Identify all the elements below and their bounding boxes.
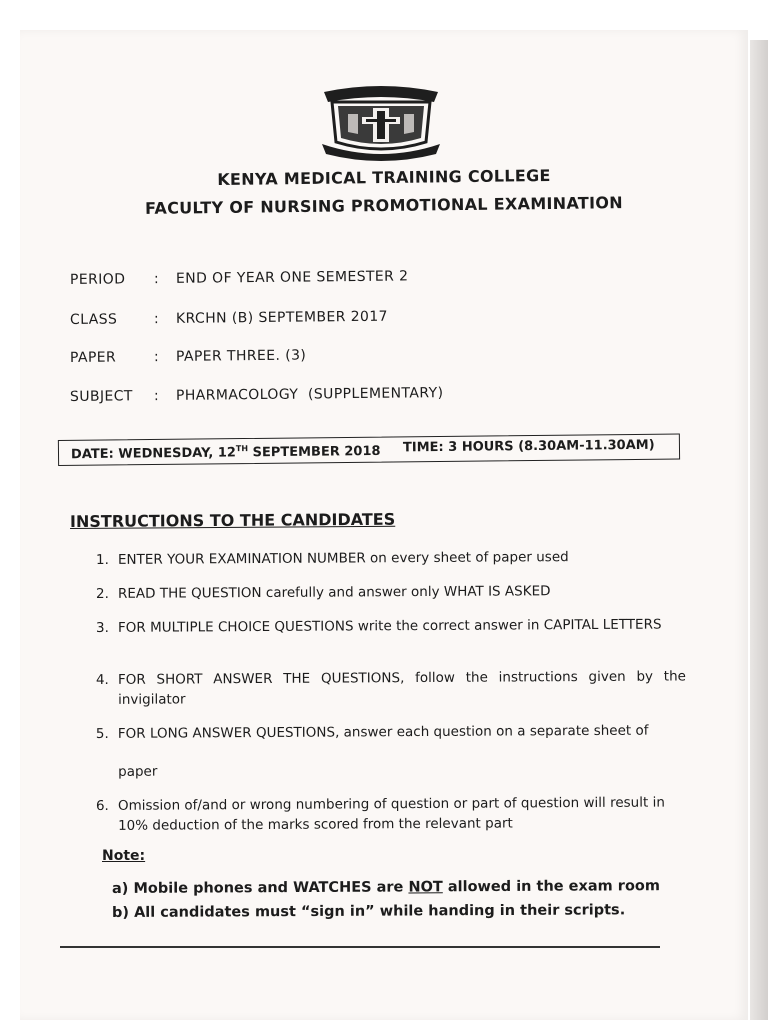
instruction-item	[96, 546, 686, 570]
instruction-text: READ THE QUESTION carefully and answer only WHAT IS ASKED	[117, 583, 551, 602]
instruction-item	[96, 614, 686, 638]
note-item-b: b) All candidates must “sign in” while handing in their scripts.	[111, 902, 626, 921]
exam-date-sup: TH	[235, 444, 249, 454]
exam-date-day: DATE: WEDNESDAY, 12	[70, 445, 236, 463]
meta-key: SUBJECT	[69, 388, 133, 405]
institution-title: KENYA MEDICAL TRAINING COLLEGE	[217, 165, 551, 190]
bottom-divider	[60, 946, 660, 948]
instruction-item	[96, 580, 686, 604]
meta-sep: :	[153, 311, 160, 328]
page-edge-shadow	[750, 40, 768, 1020]
meta-row-paper	[70, 348, 306, 366]
exam-date-month: SEPTEMBER 2018	[247, 443, 381, 461]
exam-time: TIME: 3 HOURS (8.30AM-11.30AM)	[402, 437, 655, 456]
instruction-item	[96, 792, 686, 836]
college-crest-logo	[318, 84, 444, 162]
meta-sep: :	[153, 271, 160, 288]
meta-sep: :	[153, 349, 160, 366]
exam-title: FACULTY OF NURSING PROMOTIONAL EXAMINATION	[144, 193, 624, 218]
instruction-text: FOR LONG ANSWER QUESTIONS, answer each question on a separate sheet of	[117, 722, 649, 742]
meta-sep: :	[153, 388, 160, 405]
instruction-text: FOR SHORT ANSWER THE QUESTIONS, follow the instructions given by the invigilator	[117, 668, 686, 708]
meta-value: KRCHN (B) SEPTEMBER 2017	[175, 308, 389, 327]
note-a-emphasis: NOT	[408, 879, 443, 896]
instruction-text: FOR MULTIPLE CHOICE QUESTIONS write the correct answer in CAPITAL LETTERS	[117, 616, 662, 636]
instruction-item	[96, 720, 686, 782]
instruction-text: Omission of/and or wrong numbering of question or part of question will result in 10% deduction of the marks scored from the relevant part	[117, 794, 665, 834]
instruction-item	[96, 666, 686, 710]
instruction-number: 2.	[95, 585, 109, 602]
meta-value: END OF YEAR ONE SEMESTER 2	[175, 268, 409, 287]
instruction-text-continued: paper	[118, 763, 158, 780]
meta-value: PHARMACOLOGY (SUPPLEMENTARY)	[175, 385, 444, 404]
meta-row-class	[70, 309, 388, 328]
note-a-text-end: allowed in the exam room	[442, 878, 661, 896]
meta-key: PERIOD	[69, 271, 126, 288]
note-heading: Note:	[102, 848, 146, 864]
note-a-text: a) Mobile phones and WATCHES are	[111, 879, 409, 897]
instruction-number: 1.	[95, 551, 109, 568]
exam-date	[71, 443, 381, 463]
note-item-a	[112, 878, 660, 897]
meta-key: CLASS	[69, 311, 118, 328]
instructions-heading: INSTRUCTIONS TO THE CANDIDATES	[69, 509, 396, 531]
instruction-text: ENTER YOUR EXAMINATION NUMBER on every sheet of paper used	[117, 549, 569, 568]
instruction-number: 4.	[95, 671, 109, 689]
instruction-number: 3.	[95, 619, 109, 636]
meta-value: PAPER THREE. (3)	[175, 347, 307, 365]
instruction-number: 6.	[95, 797, 109, 815]
meta-key: PAPER	[69, 349, 117, 366]
instruction-number: 5.	[95, 725, 109, 743]
